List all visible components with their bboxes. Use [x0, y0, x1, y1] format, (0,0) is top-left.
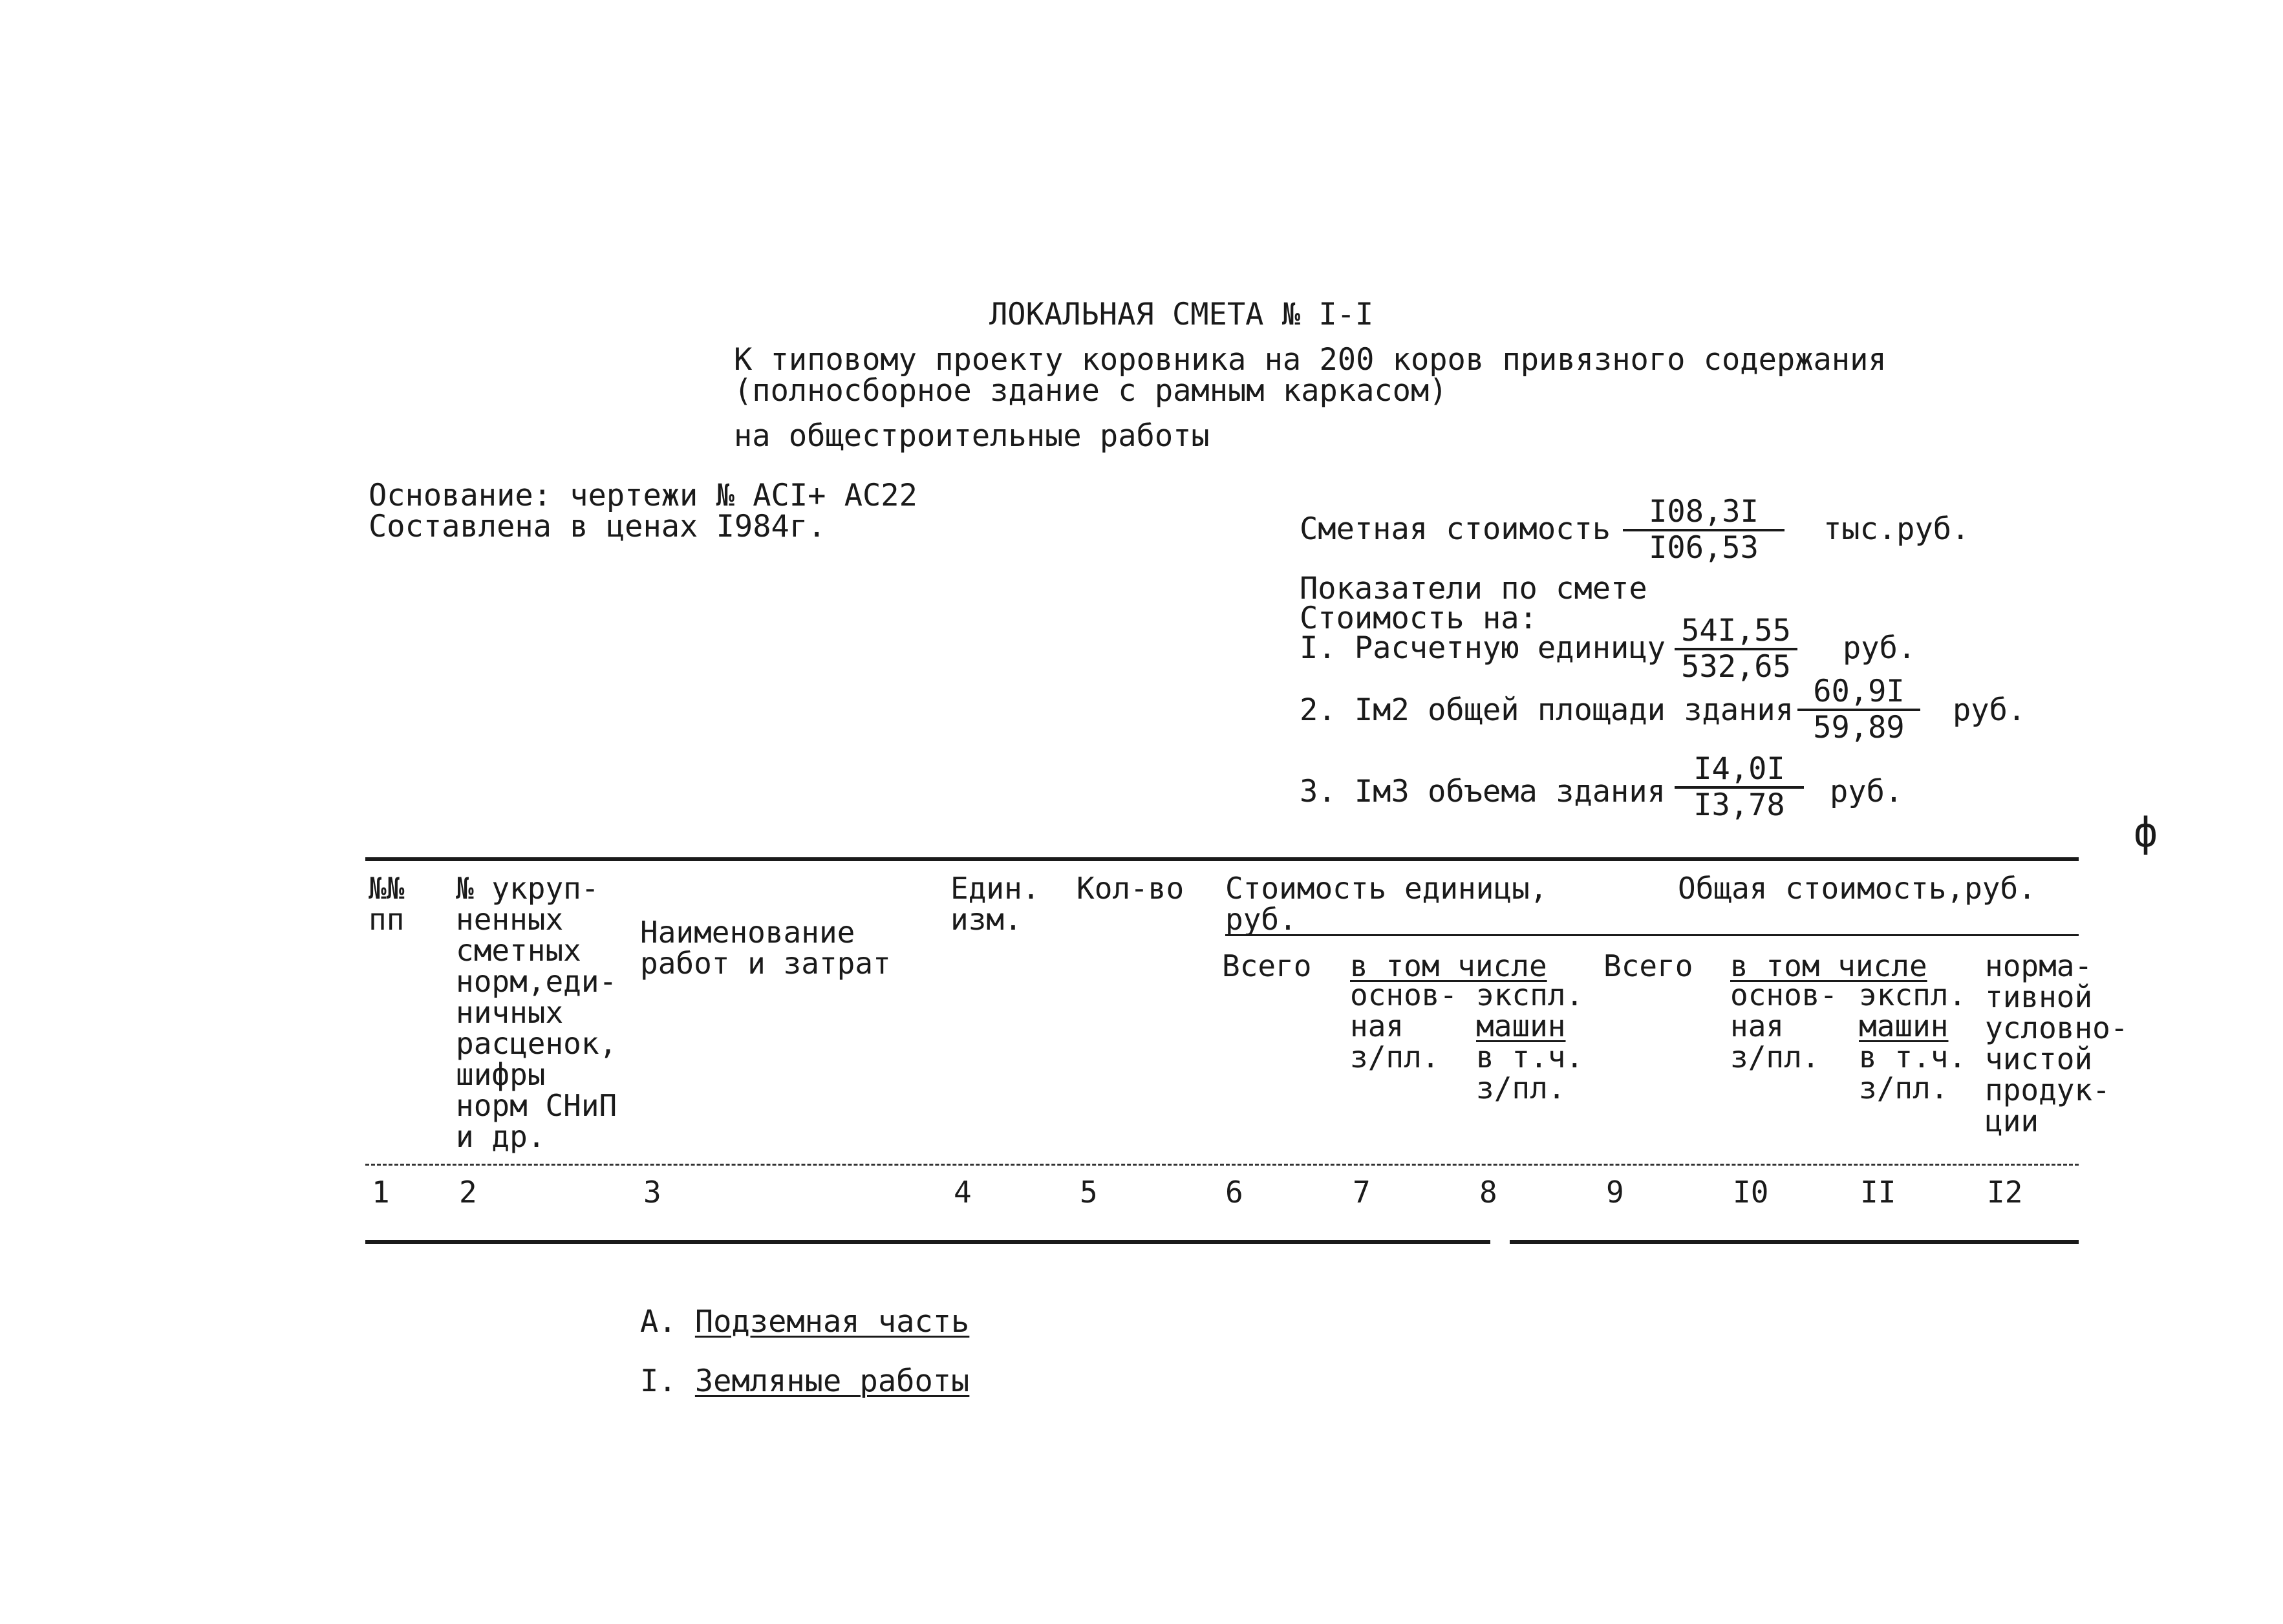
- column-number: 2: [459, 1175, 477, 1210]
- header-col-1: №№ пп: [369, 871, 405, 937]
- estimate-cost-label: Сметная стоимость: [1300, 511, 1611, 547]
- indicator-unit-1: руб.: [1843, 630, 1916, 666]
- basis-drawings: Основание: чертежи № АСI+ АС22: [369, 478, 917, 513]
- estimate-cost-unit: тыс.руб.: [1823, 511, 1970, 547]
- header-total-cost-group: Общая стоимость,руб.: [1678, 871, 2036, 906]
- column-number: 3: [643, 1175, 661, 1210]
- header-incl-a: в том числе: [1350, 948, 1547, 983]
- subtitle-line-3: на общестроительные работы: [734, 418, 1210, 454]
- side-mark: ф: [2134, 809, 2158, 856]
- header-col-2: № укруп- ненных сметных норм,еди- ничных расценок, шифры норм СНиП и др.: [456, 871, 617, 1154]
- document-title: ЛОКАЛЬНАЯ СМЕТА № I-I: [989, 297, 1374, 332]
- header-col-8-rest: в т.ч. з/пл.: [1476, 1040, 1584, 1106]
- numbers-bottom-rule-right: [1510, 1240, 2079, 1244]
- header-col-11-rest: в т.ч. з/пл.: [1859, 1040, 1967, 1106]
- indicator-denominator-3: I3,78: [1693, 787, 1785, 823]
- indicator-numerator-3: I4,0I: [1675, 753, 1804, 789]
- column-number: 4: [954, 1175, 972, 1210]
- subtitle-line-1: К типовому проекту коровника на 200 коров привязного содержания: [734, 342, 1887, 378]
- header-col-12: норма- тивной условно- чистой продук- ции: [1985, 948, 2128, 1138]
- estimate-cost-denominator: I06,53: [1649, 530, 1759, 566]
- column-number: I0: [1733, 1175, 1769, 1210]
- header-col-11-label: экспл.: [1859, 978, 1967, 1012]
- estimate-cost-numerator: I08,3I: [1623, 495, 1785, 531]
- indicator-label-1: I. Расчетную единицу: [1300, 630, 1666, 666]
- column-number: 5: [1080, 1175, 1098, 1210]
- numbers-bottom-rule-left: [365, 1240, 1490, 1244]
- indicators-subheading: Стоимость на:: [1300, 601, 1538, 636]
- section-heading-1: [640, 1364, 969, 1399]
- indicator-denominator-1: 532,65: [1681, 649, 1791, 685]
- column-number: 6: [1225, 1175, 1243, 1210]
- header-col-8-under: машин: [1476, 1009, 1566, 1043]
- header-col-4: Един. изм.: [950, 871, 1040, 937]
- section-letter: А.: [640, 1304, 677, 1340]
- column-number: 8: [1479, 1175, 1497, 1210]
- header-bottom-rule: [365, 1164, 2079, 1166]
- indicators-heading: Показатели по смете: [1300, 571, 1647, 606]
- indicator-unit-2: руб.: [1953, 692, 2026, 728]
- header-col-8-label: экспл.: [1476, 978, 1584, 1012]
- section-letter: I.: [640, 1363, 677, 1399]
- column-number: 9: [1606, 1175, 1624, 1210]
- header-col-6: Всего: [1222, 948, 1312, 983]
- header-col-3: Наименование работ и затрат: [640, 915, 891, 981]
- section-name: Земляные работы: [694, 1363, 970, 1399]
- column-number: 7: [1353, 1175, 1371, 1210]
- header-col-10: основ- ная з/пл.: [1730, 978, 1838, 1074]
- column-number: I2: [1987, 1175, 2023, 1210]
- column-number: II: [1860, 1175, 1896, 1210]
- estimate-cost-fraction: [1623, 495, 1785, 565]
- indicator-label-2: 2. Iм2 общей площади здания: [1300, 692, 1794, 728]
- indicator-unit-3: руб.: [1830, 774, 1903, 809]
- indicator-fraction-3: [1675, 753, 1804, 822]
- header-col-5: Кол-во: [1077, 871, 1184, 906]
- header-col-11-under: машин: [1859, 1009, 1949, 1043]
- section-heading-a: [640, 1305, 969, 1340]
- header-unit-cost-group: Стоимость единицы, руб.: [1225, 871, 1548, 937]
- indicator-numerator-2: 60,9I: [1797, 675, 1920, 711]
- header-incl-b: в том числе: [1730, 948, 1927, 983]
- table-top-rule: [365, 857, 2079, 861]
- indicator-fraction-2: [1797, 675, 1920, 745]
- section-name: Подземная часть: [694, 1304, 970, 1340]
- header-col-9: Всего: [1603, 948, 1693, 983]
- indicator-fraction-1: [1675, 614, 1797, 684]
- column-number: 1: [372, 1175, 390, 1210]
- subtitle-line-2: (полносборное здание с рамным каркасом): [734, 373, 1448, 409]
- header-col-7: основ- ная з/пл.: [1350, 978, 1458, 1074]
- indicator-denominator-2: 59,89: [1813, 710, 1905, 745]
- basis-prices: Составлена в ценах I984г.: [369, 509, 826, 544]
- indicator-label-3: 3. Iм3 объема здания: [1300, 774, 1666, 809]
- indicator-numerator-1: 54I,55: [1675, 614, 1797, 650]
